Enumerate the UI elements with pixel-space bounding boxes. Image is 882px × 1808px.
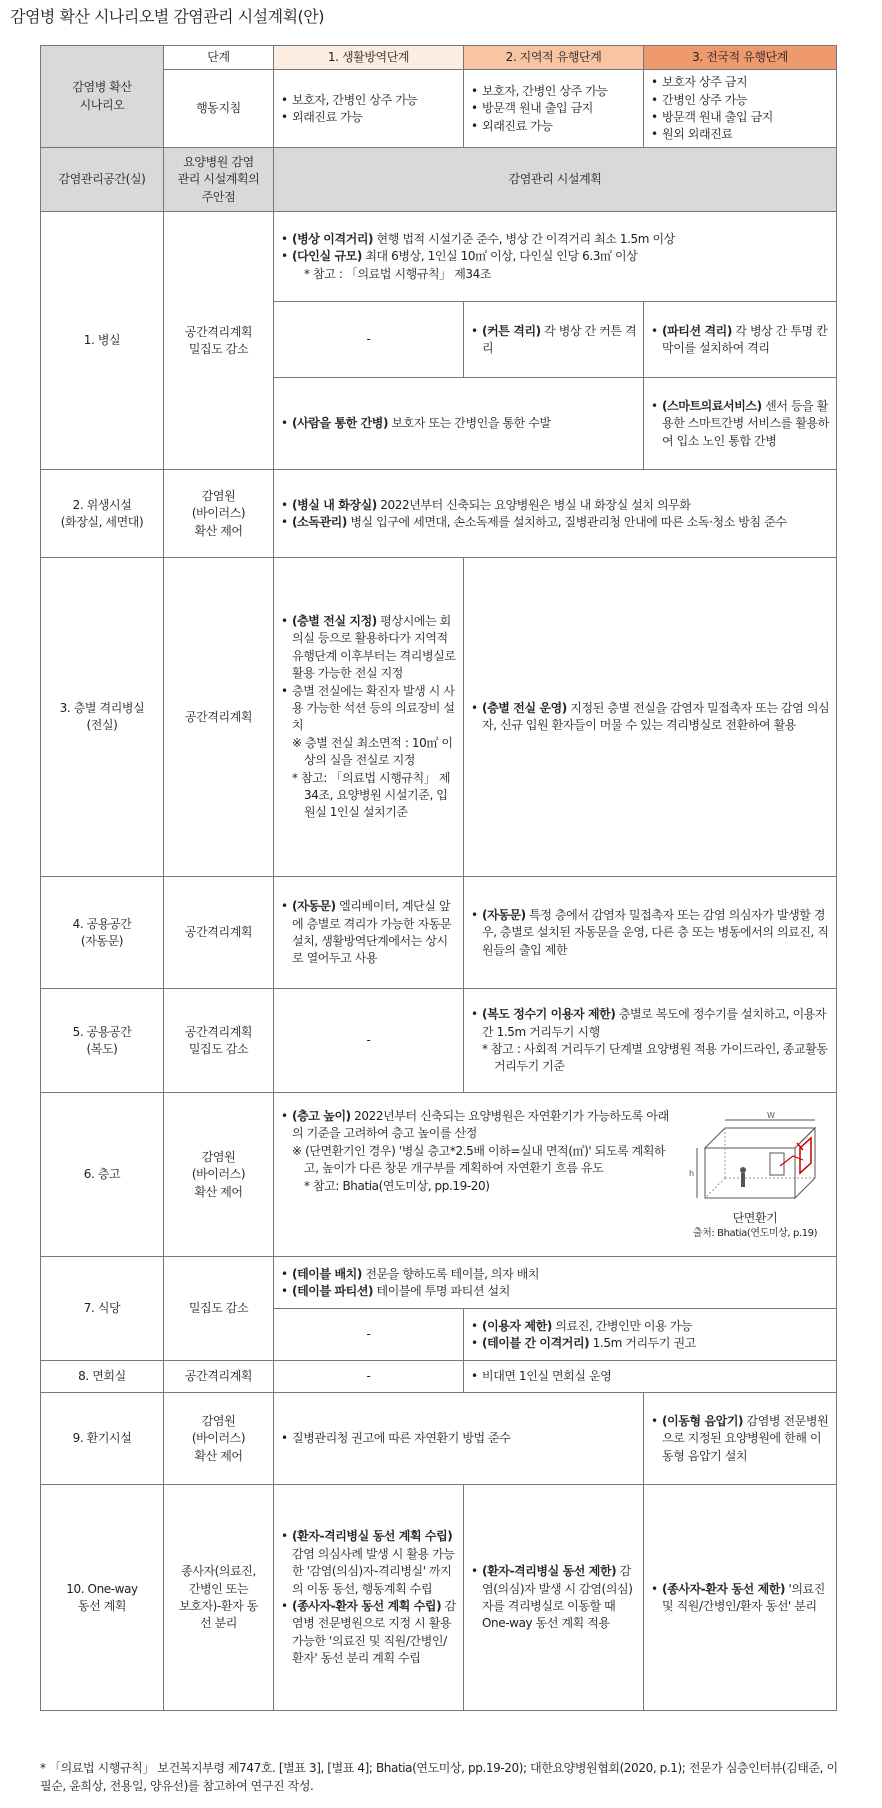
row-6-plan	[274, 1093, 837, 1257]
list-item: • 질병관리청 권고에 따른 자연환기 방법 준수	[280, 1430, 637, 1447]
row-7-space: 7. 식당	[41, 1257, 164, 1361]
row-9-focus: 감염원 (바이러스) 확산 제어	[164, 1393, 274, 1485]
list-item: • (자동문) 특정 층에서 감염자 밀접촉자 또는 감염 의심자가 발생할 경우, 층별로 설치된 자동문을 운영, 다른 층 또는 병동에서의 의료진, 직원들의 출입 제한	[470, 907, 830, 959]
list-item: • (층고 높이) 2022년부터 신축되는 요양병원은 자연환기가 가능하도록 아래의 기준을 고려하여 층고 높이를 산정	[280, 1108, 676, 1143]
action-label: 행동지침	[164, 70, 274, 148]
scenario-label: 감염병 확산 시나리오	[41, 46, 164, 148]
figure-caption: 단면환기	[732, 1210, 778, 1225]
stage-3-actions	[644, 70, 837, 148]
source-footnote: * 「의료법 시행규칙」 보건복지부령 제747호. [별표 3], [별표 4]; Bhatia(연도미상, pp.19-20); 대한요양병원협회(2020, p.1); 전문가 심층인터뷰(김태준, 이필순, 윤희상, 전용일, 양유선)를 참고하여 연구진 작성.	[40, 1761, 838, 1793]
list-item: • 비대면 1인실 면회실 운영	[470, 1368, 830, 1385]
col-header-plan: 감염관리 시설계획	[274, 148, 837, 212]
area-note: ※ 층별 전실 최소면적 : 10㎡ 이상의 실을 전실로 지정	[292, 735, 453, 768]
list-item: • (사람을 통한 간병) 보호자 또는 간병인을 통한 수발	[280, 415, 637, 432]
list-item: • 층별 전실에는 확진자 발생 시 사용 가능한 석션 등의 의료장비 설치	[280, 683, 457, 735]
row-3-focus: 공간격리계획	[164, 558, 274, 877]
list-item: • (병실 내 화장실) 2022년부터 신축되는 요양병원은 병실 내 화장실 설치 의무화	[280, 497, 830, 514]
row-5-stage-1-dash: -	[274, 989, 464, 1093]
stage-2-header: 2. 지역적 유행단계	[464, 46, 644, 70]
ventilation-note: ※ (단면환기인 경우) '병실 층고*2.5배 이하=실내 면적(㎡)' 되도록 계획하고, 높이가 다른 창문 개구부를 계획하여 자연환기 흐름 유도	[292, 1143, 666, 1176]
list-item: • (종사자-환자 동선 제한) '의료진 및 직원/간병인/환자 동선' 분리	[650, 1581, 830, 1616]
list-item: • 방문객 원내 출입 금지	[470, 100, 637, 117]
row-9-stage-1-2	[274, 1393, 644, 1485]
height-label: h	[689, 1168, 694, 1178]
list-item: • (스마트의료서비스) 센서 등을 활용한 스마트간병 서비스를 활용하여 입소 노인 통합 간병	[650, 398, 830, 450]
list-item: • (층별 전실 지정) 평상시에는 회의실 등으로 활용하다가 지역적 유행단계 이후부터는 격리병실로 활용 가능한 전실 지정	[280, 613, 457, 683]
row-1-space: 1. 병실	[41, 212, 164, 470]
row-8-space: 8. 면회실	[41, 1361, 164, 1393]
list-item: • 원외 외래진료	[650, 126, 830, 143]
row-8-focus: 공간격리계획	[164, 1361, 274, 1393]
row-1-stage-1-dash: -	[274, 302, 464, 378]
row-1-focus: 공간격리계획 밀집도 감소	[164, 212, 274, 470]
page-title: 감염병 확산 시나리오별 감염관리 시설계획(안)	[10, 7, 324, 26]
list-item: • (다인실 규모) 최대 6병상, 1인실 10㎡ 이상, 다인실 인당 6.3㎡ 이상	[280, 248, 830, 265]
list-item: • (환자-격리병실 동선 계획 수립) 감염 의심사례 발생 시 활용 가능한 '감염(의심)자-격리병실' 까지의 이동 동선, 행동계획 수립	[280, 1528, 457, 1598]
row-9-space: 9. 환기시설	[41, 1393, 164, 1485]
row-2-plan	[274, 470, 837, 558]
row-3-stage-2-3	[464, 558, 837, 877]
list-item: • (층별 전실 운영) 지정된 층별 전실을 감염자 밀접촉자 또는 감염 의심자, 신규 입원 환자들이 머물 수 있는 격리병실로 전환하여 활용	[470, 700, 830, 735]
row-2-space: 2. 위생시설 (화장실, 세면대)	[41, 470, 164, 558]
list-item: • (복도 정수기 이용자 제한) 층별로 복도에 정수기를 설치하고, 이용자 간 1.5m 거리두기 시행	[470, 1006, 830, 1041]
row-7-plan-all	[274, 1257, 837, 1309]
row-4-stage-2-3	[464, 877, 837, 989]
list-item: • 외래진료 가능	[470, 118, 637, 135]
row-3-stage-1	[274, 558, 464, 877]
list-item: • 간병인 상주 가능	[650, 92, 830, 109]
list-item: • (환자-격리병실 동선 제한) 감염(의심)자 발생 시 감염(의심)자를 격리병실로 이동할 때 One-way 동선 계획 적용	[470, 1563, 637, 1633]
row-10-focus: 종사자(의료진, 간병인 또는 보호자)-환자 동 선 분리	[164, 1485, 274, 1711]
row-7-stage-2-3	[464, 1309, 837, 1361]
facility-plan-table	[40, 45, 837, 1711]
row-1-stage-2	[464, 302, 644, 378]
list-item: • (테이블 배치) 전문을 향하도록 테이블, 의자 배치	[280, 1266, 830, 1283]
row-1-stage-3-smart	[644, 378, 837, 470]
row-9-stage-3	[644, 1393, 837, 1485]
list-item: • (커튼 격리) 각 병상 간 커튼 격리	[470, 323, 637, 358]
section-ventilation-figure	[680, 1108, 830, 1242]
list-item: • (병상 이격거리) 현행 법적 시설기준 준수, 병상 간 이격거리 최소 1.5m 이상	[280, 231, 830, 248]
row-3-space: 3. 층별 격리병실 (전실)	[41, 558, 164, 877]
list-item: • 외래진료 가능	[280, 109, 457, 126]
reference-note: * 참고: Bhatia(연도미상, pp.19-20)	[304, 1178, 490, 1193]
row-10-stage-1	[274, 1485, 464, 1711]
list-item: • 보호자, 간병인 상주 가능	[280, 92, 457, 109]
row-7-focus: 밀집도 감소	[164, 1257, 274, 1361]
reference-note: * 참고 : 사회적 거리두기 단계별 요양병원 적용 가이드라인, 종교활동 거리두기 기준	[482, 1041, 828, 1074]
row-6-focus: 감염원 (바이러스) 확산 제어	[164, 1093, 274, 1257]
list-item: • 보호자, 간병인 상주 가능	[470, 83, 637, 100]
list-item: • (소독관리) 병실 입구에 세면대, 손소독제를 설치하고, 질병관리청 안내에 따른 소독·청소 방침 준수	[280, 514, 830, 531]
row-10-stage-3	[644, 1485, 837, 1711]
stage-2-actions	[464, 70, 644, 148]
row-1-stage-1-2	[274, 378, 644, 470]
list-item: • 방문객 원내 출입 금지	[650, 109, 830, 126]
ventilation-diagram	[685, 1108, 825, 1208]
list-item: • (테이블 간 이격거리) 1.5m 거리두기 권고	[470, 1335, 830, 1352]
row-8-stage-1-dash: -	[274, 1361, 464, 1393]
list-item: • (파티션 격리) 각 병상 간 투명 칸막이를 설치하여 격리	[650, 323, 830, 358]
width-label: W	[767, 1110, 775, 1120]
row-4-stage-1	[274, 877, 464, 989]
row-2-focus: 감염원 (바이러스) 확산 제어	[164, 470, 274, 558]
row-5-focus: 공간격리계획 밀집도 감소	[164, 989, 274, 1093]
row-10-stage-2	[464, 1485, 644, 1711]
row-4-focus: 공간격리계획	[164, 877, 274, 989]
row-10-space: 10. One-way 동선 계획	[41, 1485, 164, 1711]
stage-1-header: 1. 생활방역단계	[274, 46, 464, 70]
row-1-stage-3	[644, 302, 837, 378]
col-header-space: 감염관리공간(실)	[41, 148, 164, 212]
row-1-plan-all	[274, 212, 837, 302]
list-item: • (이용자 제한) 의료진, 간병인만 이용 가능	[470, 1318, 830, 1335]
list-item: • 보호자 상주 금지	[650, 74, 830, 91]
row-4-space: 4. 공용공간 (자동문)	[41, 877, 164, 989]
list-item: • (이동형 음압기) 감염병 전문병원으로 지정된 요양병원에 한해 이동형 음압기 설치	[650, 1413, 830, 1465]
stage-3-header: 3. 전국적 유행단계	[644, 46, 837, 70]
list-item: • (테이블 파티션) 테이블에 투명 파티션 설치	[280, 1283, 830, 1300]
row-6-space: 6. 층고	[41, 1093, 164, 1257]
stage-label: 단계	[164, 46, 274, 70]
figure-source: 출처: Bhatia(연도미상, p.19)	[692, 1228, 818, 1240]
reference-note: * 참고 : 「의료법 시행규칙」 제34조	[304, 266, 492, 281]
row-5-stage-2-3	[464, 989, 837, 1093]
row-7-stage-1-dash: -	[274, 1309, 464, 1361]
stage-1-actions	[274, 70, 464, 148]
col-header-focus: 요양병원 감염 관리 시설계획의 주안점	[164, 148, 274, 212]
list-item: • (자동문) 엘리베이터, 계단실 앞에 층별로 격리가 가능한 자동문 설치, 생활방역단계에서는 상시로 열어두고 사용	[280, 898, 457, 968]
reference-note: * 참고: 「의료법 시행규칙」 제34조, 요양병원 시설기준, 입원실 1인실 설치기준	[292, 770, 451, 820]
row-8-stage-2-3	[464, 1361, 837, 1393]
list-item: • (종사자-환자 동선 계획 수립) 감염병 전문병원으로 지정 시 활용 가능한 '의료진 및 직원/간병인/환자' 동선 분리 계획 수립	[280, 1598, 457, 1668]
row-5-space: 5. 공용공간 (복도)	[41, 989, 164, 1093]
